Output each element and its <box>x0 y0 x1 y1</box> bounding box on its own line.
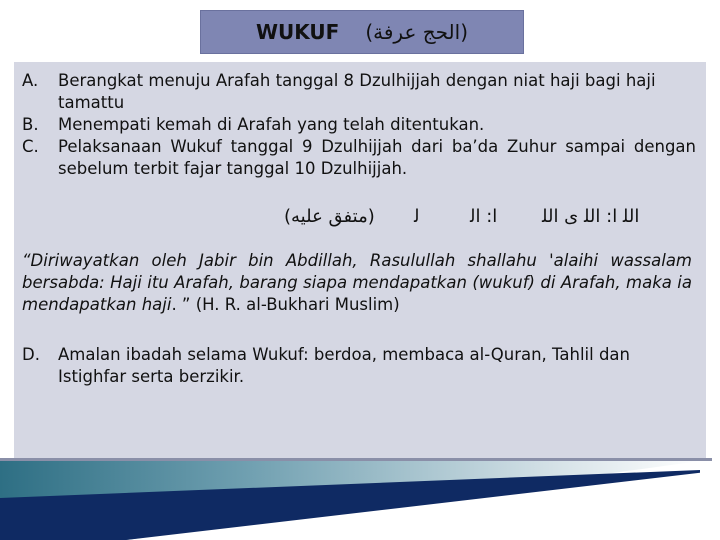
hadith-arabic-part1: (متفق عليه) <box>284 206 375 227</box>
hadith-arabic <box>22 206 696 236</box>
list-marker: D. <box>22 345 40 364</box>
list-marker: C. <box>22 137 39 156</box>
content-panel <box>14 62 706 458</box>
list-item-a <box>22 70 696 114</box>
hadith-arabic-part3: ﺍ: ﺍﻟ <box>470 206 498 227</box>
decorative-divider <box>0 458 712 461</box>
list-marker: A. <box>22 71 39 90</box>
hadith-arabic-part2: ﻟ <box>414 206 420 227</box>
list-item-b <box>22 114 696 136</box>
hadith-translation-source: . ” (H. R. al-Bukhari Muslim) <box>171 295 400 314</box>
slide-title-arabic: (الحج عرفة) <box>365 20 469 44</box>
list-marker: B. <box>22 115 39 134</box>
list-text: Berangkat menuju Arafah tanggal 8 Dzulhijjah dengan niat haji bagi haji tamattu <box>58 71 656 112</box>
list-item-d <box>22 344 696 388</box>
list-text: Amalan ibadah selama Wukuf: berdoa, membaca al-Quran, Tahlil dan Istighfar serta berzikir. <box>58 345 631 386</box>
list-text: Menempati kemah di Arafah yang telah ditentukan. <box>58 115 485 134</box>
slide-title-box <box>200 10 524 54</box>
slide-title: WUKUF <box>255 20 340 44</box>
hadith-translation <box>22 250 696 316</box>
list-text: Pelaksanaan Wukuf tanggal 9 Dzulhijjah dari ba’da Zuhur sampai dengan sebelum terbit fajar tanggal 10 Dzulhijjah. <box>58 137 696 178</box>
hadith-translation-italic: “Diriwayatkan oleh Jabir bin Abdillah, Rasulullah shallahu 'alaihi wassalam bersabda: Haji itu Arafah, barang siapa mendapatkan (wukuf) di Arafah, maka ia mendapatkan haji <box>22 251 692 314</box>
hadith-arabic-part4: ﺍﻟﻠ ﺍ: ﺍﻟﻠ ﻯ ﺍﻟﻠ <box>542 206 640 227</box>
list-item-c <box>22 136 696 180</box>
